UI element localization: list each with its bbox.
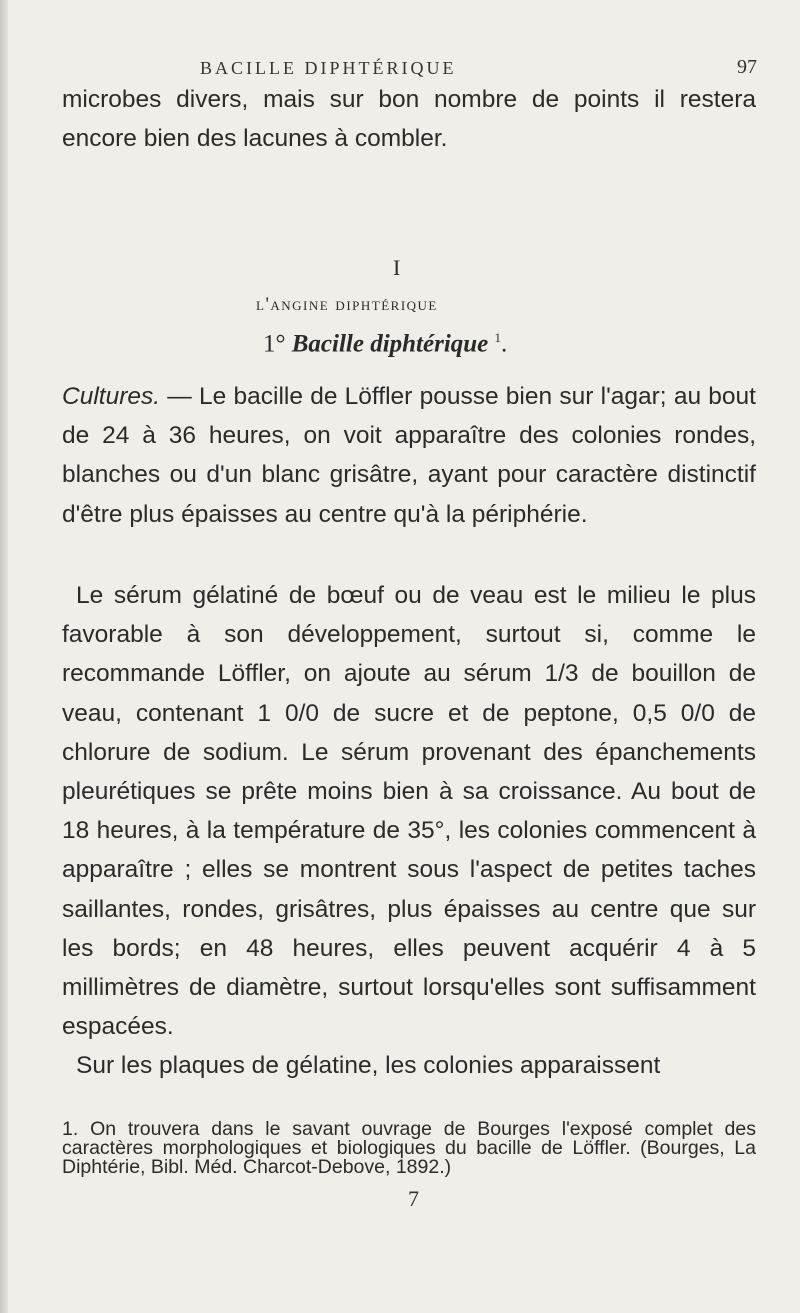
paragraph-lead: Cultures. — [62, 383, 161, 410]
page-number: 97 — [737, 56, 757, 78]
footnote-mark: 1 — [494, 330, 502, 345]
page-binding-edge — [0, 0, 8, 1313]
section-title: l'angine diphtérique — [256, 294, 438, 315]
intro-paragraph: microbes divers, mais sur bon nombre de points il restera encore bien des lacunes à combler. — [62, 86, 756, 153]
section-number: I — [393, 255, 401, 280]
subheading-suffix: . — [501, 330, 508, 358]
paragraph-cultures — [62, 377, 756, 534]
subheading-title: Bacille diphtérique — [291, 330, 489, 358]
subheading — [263, 330, 507, 358]
footnote: 1. On trouvera dans le savant ouvrage de Bourges l'exposé complet des caractères morphologiques et biologiques du bacille de Löffler. (Bourges, La Diphtérie, Bibl. Méd. Charcot-Debove, 1892.) — [62, 1118, 756, 1178]
signature-mark: 7 — [408, 1186, 419, 1211]
subheading-prefix: 1° — [263, 330, 286, 358]
paragraph-cultures-text: — Le bacille de Löffler pousse bien sur l'agar; au bout de 24 à 36 heures, on voit apparaître des colonies rondes, blanches ou d'un blanc grisâtre, ayant pour caractère distinctif d'être plus épaisses au centre qu'à la périphérie. — [62, 383, 756, 528]
paragraph-serum: Le sérum gélatiné de bœuf ou de veau est le milieu le plus favorable à son développement, surtout si, comme le recommande Löffler, on ajoute au sérum 1/3 de bouillon de veau, contenant 1 0/0 de sucre et de peptone, 0,5 0/0 de chlorure de sodium. Le sérum provenant des épanchements pleurétiques se prête moins bien à sa croissance. Au bout de 18 heures, à la température de 35°, les colonies commencent à apparaître ; elles se montrent sous l'aspect de petites taches saillantes, rondes, grisâtres, plus épaisses au centre que sur les bords; en 48 heures, elles peuvent acquérir 4 à 5 millimètres de diamètre, surtout lorsqu'elles sont suffisamment espacées. — [62, 582, 756, 1041]
paragraph-gelatine: Sur les plaques de gélatine, les colonies apparaissent — [76, 1052, 661, 1079]
running-title: BACILLE DIPHTÉRIQUE — [200, 58, 457, 78]
